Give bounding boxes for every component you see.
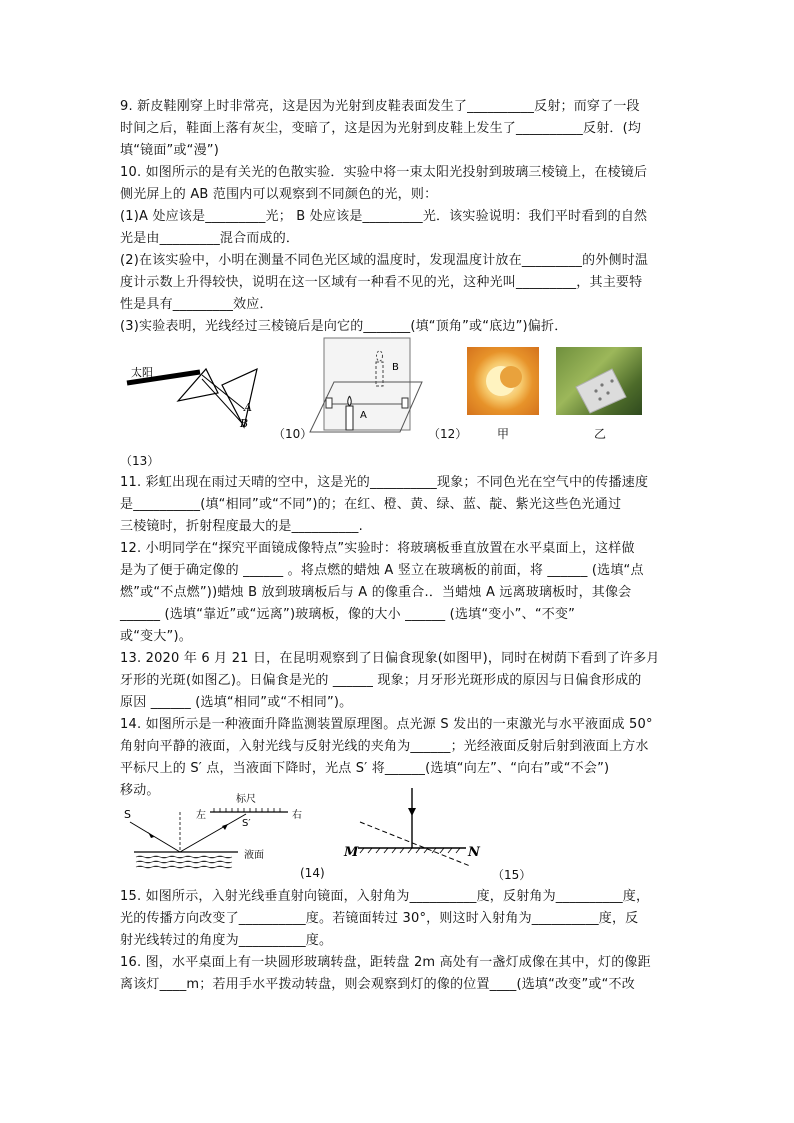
svg-text:左: 左 bbox=[196, 810, 206, 821]
mirror-experiment-figure bbox=[308, 336, 428, 436]
caption-10: （10） bbox=[273, 427, 313, 441]
q10-line-5: (2)在该实验中，小明在测量不同色光区域的温度时，发现温度计放在_________的外侧时温 bbox=[120, 253, 649, 268]
caption-15: （15） bbox=[492, 868, 532, 882]
glass-plate bbox=[324, 338, 410, 430]
rotated-mirror bbox=[360, 822, 470, 866]
prism-figure bbox=[122, 355, 272, 440]
q15-line-2: 光的传播方向改变了__________度。若镜面转过 30°，则这时入射角为__________度，反 bbox=[120, 911, 639, 926]
caption-12: （12） bbox=[428, 427, 468, 441]
svg-text:右: 右 bbox=[292, 810, 302, 821]
q10-line-7: 性是具有_________效应． bbox=[120, 297, 273, 312]
caption-14: (14) bbox=[300, 866, 325, 880]
q10-line-2: 侧光屏上的 AB 范围内可以观察到不同颜色的光，则： bbox=[120, 187, 438, 202]
q10-line-8: (3)实验表明，光线经过三棱镜后是向它的_______(填“顶角”或“底边”)偏折． bbox=[120, 319, 568, 334]
q9-line-1: 9. 新皮鞋刚穿上时非常亮，这是因为光射到皮鞋表面发生了__________反射；而穿了一段 bbox=[120, 99, 640, 114]
q12-line-2: 是为了便于确定像的 ______ 。将点燃的蜡烛 A 竖立在玻璃板的前面，将 ______ (选填“点 bbox=[120, 563, 644, 578]
liquid-level-figure bbox=[118, 788, 318, 870]
candle-a bbox=[346, 406, 353, 430]
mirror-ray-figure bbox=[340, 786, 500, 866]
svg-text:液面: 液面 bbox=[244, 850, 264, 861]
q11-line-1: 11. 彩虹出现在雨过天晴的空中，这是光的__________现象；不同色光在空气中的传播速度 bbox=[120, 475, 649, 490]
caption-13: （13） bbox=[120, 454, 160, 468]
q12-line-1: 12. 小明同学在“探究平面镜成像特点”实验时：将玻璃板垂直放置在水平桌面上，这样做 bbox=[120, 541, 635, 556]
q13-line-3: 原因 ______ (选填“相同”或“不相同”)。 bbox=[120, 695, 353, 710]
label-a: A bbox=[244, 401, 252, 414]
ray-a bbox=[202, 375, 244, 409]
svg-text:M: M bbox=[344, 845, 359, 860]
moon-shadow bbox=[500, 366, 522, 388]
q10-line-6: 度计示数上升得较快，说明在这一区域有一种看不见的光，这种光叫_________，其主要特 bbox=[120, 275, 643, 290]
svg-text:标尺: 标尺 bbox=[236, 794, 256, 805]
q13-line-2: 牙形的光斑(如图乙)。日偏食是光的 ______ 现象；月牙形光斑形成的原因与日偏食形成的 bbox=[120, 673, 642, 688]
q12-line-4: ______ (选填“靠近”或“远离”)玻璃板，像的大小 ______ (选填“变小”、“不变” bbox=[120, 607, 576, 622]
paper-card bbox=[576, 369, 626, 413]
svg-text:A: A bbox=[360, 410, 367, 421]
q10-line-3: (1)A 处应该是_________光； B 处应该是_________光．该实验说明：我们平时看到的自然 bbox=[120, 209, 648, 224]
svg-text:N: N bbox=[468, 845, 480, 860]
q14-line-2: 角射向平静的液面，入射光线与反射光线的夹角为______；光经液面反射后射到液面上方水 bbox=[120, 739, 649, 754]
q12-line-3: 燃”或“不点燃”))蜡烛 B 放到玻璃板后与 A 的像重合.．当蜡烛 A 远离玻璃板时，其像会 bbox=[120, 585, 632, 600]
q16-line-2: 离该灯____m；若用手水平拨动转盘，则会观察到灯的像的位置____(选填“改变”或“不改 bbox=[120, 977, 635, 992]
q14-line-3: 平标尺上的 S′ 点，当液面下降时，光点 S′ 将______(选填“向左”、“向右”或“不会”) bbox=[120, 761, 610, 776]
caption-yi: 乙 bbox=[594, 427, 607, 441]
eclipse-photo bbox=[467, 347, 539, 415]
svg-text:S′: S′ bbox=[242, 818, 251, 829]
svg-text:S: S bbox=[124, 808, 131, 821]
label-b: B bbox=[240, 417, 249, 430]
incident-ray bbox=[130, 822, 180, 852]
q15-line-3: 射光线转过的角度为__________度。 bbox=[120, 933, 333, 948]
q11-line-2: 是__________(填“相同”或“不同”)的；在红、橙、黄、绿、蓝、靛、紫光这些色光通过 bbox=[120, 497, 622, 512]
sun-label: 太阳 bbox=[131, 366, 153, 379]
q10-line-1: 10. 如图所示的是有关光的色散实验．实验中将一束太阳光投射到玻璃三棱镜上，在棱镜后 bbox=[120, 165, 648, 180]
q10-line-4: 光是由_________混合而成的． bbox=[120, 231, 300, 246]
q16-line-1: 16. 图，水平桌面上有一块圆形玻璃转盘，距转盘 2m 高处有一盏灯成像在其中，灯的像距 bbox=[120, 955, 651, 970]
reflected-ray bbox=[180, 814, 246, 852]
q9-line-3: 填“镜面”或“漫”) bbox=[120, 143, 220, 158]
q15-line-1: 15. 如图所示，入射光线垂直射向镜面，入射角为__________度，反射角为__________度， bbox=[120, 889, 650, 904]
light-spots-photo bbox=[556, 347, 642, 415]
q12-line-5: 或“变大”)。 bbox=[120, 629, 192, 644]
q13-line-1: 13. 2020 年 6 月 21 日，在昆明观察到了日偏食现象(如图甲)，同时在树荫下看到了许多月 bbox=[120, 651, 660, 666]
caption-jia: 甲 bbox=[497, 427, 510, 441]
svg-text:B: B bbox=[392, 362, 399, 373]
q14-line-1: 14. 如图所示是一种液面升降监测装置原理图。点光源 S 发出的一束激光与水平液面成 50° bbox=[120, 717, 653, 732]
q11-line-3: 三棱镜时，折射程度最大的是__________. bbox=[120, 519, 363, 534]
clip-left bbox=[326, 398, 332, 408]
q14-line-4: 移动。 bbox=[120, 783, 160, 798]
flame-a bbox=[348, 396, 352, 406]
clip-right bbox=[402, 398, 408, 408]
q9-line-2: 时间之后，鞋面上落有灰尘，变暗了，这是因为光射到皮鞋上发生了__________反射．(均 bbox=[120, 121, 642, 136]
